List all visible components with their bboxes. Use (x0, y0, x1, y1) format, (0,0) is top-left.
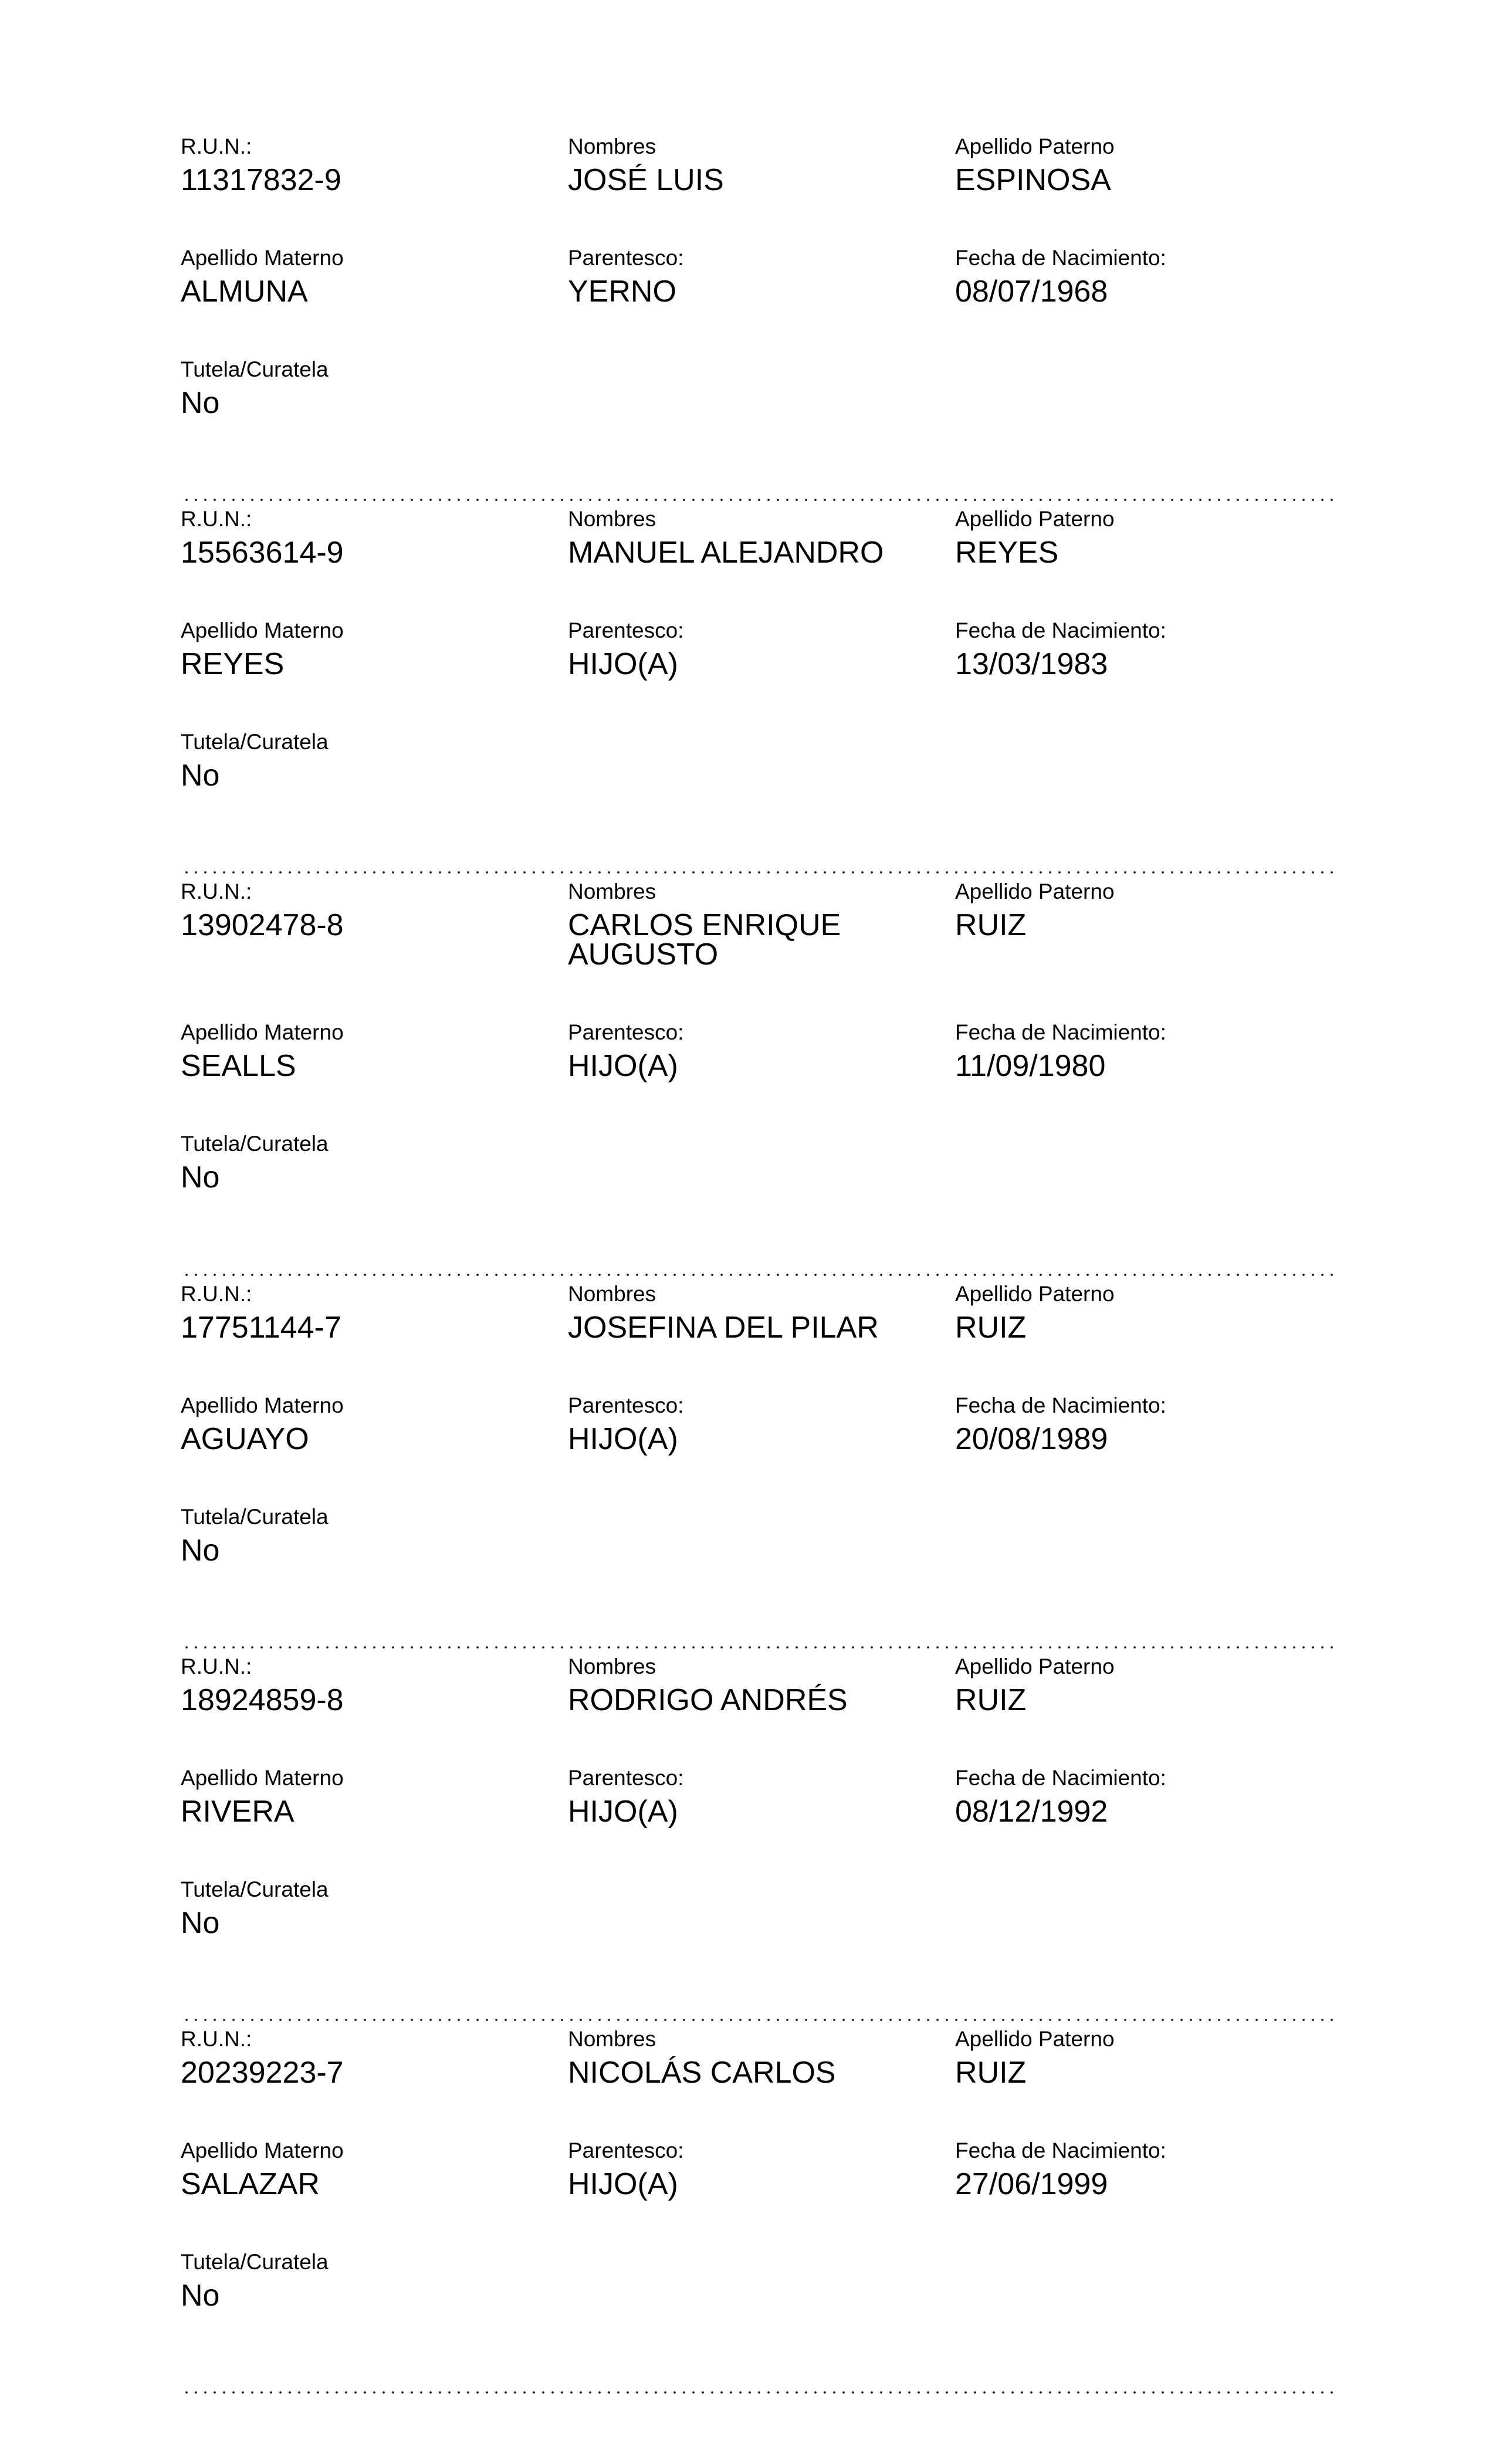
dotted-separator (182, 1273, 1333, 1277)
parentesco-field (568, 2138, 943, 2199)
nombres-field (568, 1654, 943, 1715)
apellido-materno-field (181, 2138, 556, 2199)
run-field (181, 506, 556, 570)
record-row (181, 1765, 1333, 1853)
record-row (181, 245, 1333, 333)
apellido-materno-label: Apellido Materno (181, 1393, 344, 1417)
apellido-materno-field (181, 1020, 556, 1081)
run-field (181, 1654, 556, 1715)
parentesco-field (568, 245, 943, 309)
apellido-materno-value: AGUAYO (181, 1422, 309, 1456)
run-label: R.U.N.: (181, 134, 252, 158)
tutela-value: No (181, 1534, 220, 1568)
apellido-paterno-label: Apellido Paterno (955, 507, 1115, 531)
nombres-label: Nombres (568, 134, 656, 158)
nombres-field (568, 1281, 943, 1345)
run-label: R.U.N.: (181, 1282, 252, 1306)
nombres-label: Nombres (568, 2027, 656, 2051)
nombres-field (568, 134, 943, 195)
tutela-field (181, 1877, 556, 1938)
tutela-label: Tutela/Curatela (181, 2250, 329, 2274)
run-value: 17751144-7 (181, 1311, 341, 1345)
fecha-nacimiento-value: 08/12/1992 (955, 1795, 1108, 1829)
tutela-value: No (181, 759, 220, 793)
nombres-value: RODRIGO ANDRÉS (568, 1683, 848, 1717)
nombres-label: Nombres (568, 507, 656, 531)
run-label: R.U.N.: (181, 2027, 252, 2051)
tutela-value: No (181, 1160, 220, 1194)
fecha-nacimiento-value: 20/08/1989 (955, 1422, 1108, 1456)
fecha-nacimiento-value: 13/03/1983 (955, 647, 1108, 681)
apellido-paterno-field (955, 879, 1331, 940)
fecha-nacimiento-field (955, 2138, 1331, 2199)
apellido-paterno-field (955, 506, 1331, 570)
tutela-label: Tutela/Curatela (181, 1877, 329, 1901)
record-row (181, 506, 1333, 594)
apellido-materno-value: REYES (181, 647, 285, 681)
parentesco-label: Parentesco: (568, 2138, 684, 2162)
apellido-materno-value: RIVERA (181, 1795, 295, 1829)
record-row (181, 618, 1333, 706)
apellido-paterno-label: Apellido Paterno (955, 879, 1115, 903)
nombres-value: NICOLÁS CARLOS (568, 2056, 836, 2090)
fecha-nacimiento-label: Fecha de Nacimiento: (955, 618, 1166, 642)
tutela-label: Tutela/Curatela (181, 1132, 329, 1156)
tutela-value: No (181, 386, 220, 420)
tutela-value: No (181, 2279, 220, 2313)
fecha-nacimiento-label: Fecha de Nacimiento: (955, 2138, 1166, 2162)
apellido-paterno-label: Apellido Paterno (955, 2027, 1115, 2051)
run-label: R.U.N.: (181, 1654, 252, 1678)
run-label: R.U.N.: (181, 879, 252, 903)
fecha-nacimiento-label: Fecha de Nacimiento: (955, 1393, 1166, 1417)
fecha-nacimiento-field (955, 1393, 1331, 1454)
run-field (181, 879, 556, 940)
apellido-materno-field (181, 1393, 556, 1454)
fecha-nacimiento-value: 11/09/1980 (955, 1049, 1106, 1083)
fecha-nacimiento-field (955, 1765, 1331, 1829)
fecha-nacimiento-label: Fecha de Nacimiento: (955, 246, 1166, 270)
dotted-separator (182, 1646, 1333, 1649)
run-label: R.U.N.: (181, 507, 252, 531)
nombres-field (568, 506, 943, 570)
parentesco-label: Parentesco: (568, 1766, 684, 1790)
apellido-paterno-value: RUIZ (955, 2056, 1027, 2090)
family-member-record (181, 1281, 1333, 1654)
run-value: 13902478-8 (181, 908, 344, 942)
tutela-field (181, 1131, 556, 1192)
parentesco-value: HIJO(A) (568, 1422, 678, 1456)
apellido-paterno-value: RUIZ (955, 1311, 1027, 1345)
fecha-nacimiento-value: 27/06/1999 (955, 2167, 1108, 2201)
record-row (181, 879, 1333, 972)
dotted-separator (182, 2391, 1333, 2394)
dotted-separator (182, 871, 1333, 874)
apellido-paterno-field (955, 1654, 1331, 1715)
family-member-record (181, 134, 1333, 506)
parentesco-field (568, 1765, 943, 1829)
run-field (181, 134, 556, 195)
family-member-record (181, 2026, 1333, 2399)
record-row (181, 1654, 1333, 1742)
family-member-record (181, 879, 1333, 1281)
apellido-materno-label: Apellido Materno (181, 1020, 344, 1044)
apellido-materno-value: SALAZAR (181, 2167, 320, 2201)
apellido-materno-value: SEALLS (181, 1049, 296, 1083)
record-row (181, 1131, 1333, 1219)
fecha-nacimiento-field (955, 245, 1331, 309)
tutela-label: Tutela/Curatela (181, 1505, 329, 1529)
apellido-materno-label: Apellido Materno (181, 246, 344, 270)
record-row (181, 2026, 1333, 2114)
apellido-paterno-field (955, 1281, 1331, 1345)
parentesco-label: Parentesco: (568, 1393, 684, 1417)
apellido-paterno-label: Apellido Paterno (955, 134, 1115, 158)
record-row (181, 1281, 1333, 1369)
nombres-value: CARLOS ENRIQUE AUGUSTO (568, 908, 841, 972)
parentesco-field (568, 1393, 943, 1454)
record-row (181, 1393, 1333, 1481)
dotted-separator (182, 498, 1333, 502)
nombres-value: JOSÉ LUIS (568, 163, 724, 197)
family-member-record (181, 1654, 1333, 2026)
parentesco-label: Parentesco: (568, 1020, 684, 1044)
fecha-nacimiento-field (955, 1020, 1331, 1081)
family-members-list (181, 134, 1333, 2399)
tutela-field (181, 729, 556, 793)
apellido-paterno-label: Apellido Paterno (955, 1282, 1115, 1306)
record-row (181, 2138, 1333, 2226)
record-row (181, 1504, 1333, 1592)
apellido-paterno-field (955, 134, 1331, 195)
parentesco-value: YERNO (568, 275, 676, 309)
parentesco-field (568, 618, 943, 679)
nombres-field (568, 2026, 943, 2090)
parentesco-field (568, 1020, 943, 1081)
apellido-materno-field (181, 245, 556, 309)
fecha-nacimiento-label: Fecha de Nacimiento: (955, 1766, 1166, 1790)
parentesco-label: Parentesco: (568, 618, 684, 642)
tutela-label: Tutela/Curatela (181, 357, 329, 381)
apellido-materno-value: ALMUNA (181, 275, 308, 309)
apellido-paterno-value: RUIZ (955, 908, 1027, 942)
run-field (181, 1281, 556, 1345)
apellido-paterno-value: RUIZ (955, 1683, 1027, 1717)
dotted-separator (182, 2018, 1333, 2022)
fecha-nacimiento-field (955, 618, 1331, 679)
apellido-materno-field (181, 1765, 556, 1829)
nombres-label: Nombres (568, 1282, 656, 1306)
tutela-value: No (181, 1906, 220, 1940)
parentesco-label: Parentesco: (568, 246, 684, 270)
record-row (181, 134, 1333, 222)
record-row (181, 1020, 1333, 1108)
run-value: 11317832-9 (181, 163, 341, 197)
parentesco-value: HIJO(A) (568, 2167, 678, 2201)
tutela-label: Tutela/Curatela (181, 730, 329, 754)
record-row (181, 729, 1333, 817)
tutela-field (181, 1504, 556, 1568)
family-member-record (181, 506, 1333, 879)
apellido-materno-label: Apellido Materno (181, 618, 344, 642)
tutela-field (181, 357, 556, 418)
parentesco-value: HIJO(A) (568, 647, 678, 681)
record-row (181, 2249, 1333, 2337)
run-value: 15563614-9 (181, 536, 344, 570)
apellido-paterno-label: Apellido Paterno (955, 1654, 1115, 1678)
fecha-nacimiento-value: 08/07/1968 (955, 275, 1108, 309)
record-row (181, 1877, 1333, 1965)
apellido-materno-label: Apellido Materno (181, 1766, 344, 1790)
parentesco-value: HIJO(A) (568, 1795, 678, 1829)
apellido-paterno-field (955, 2026, 1331, 2090)
nombres-field (568, 879, 943, 972)
apellido-materno-label: Apellido Materno (181, 2138, 344, 2162)
run-value: 18924859-8 (181, 1683, 344, 1717)
apellido-paterno-value: ESPINOSA (955, 163, 1111, 197)
tutela-field (181, 2249, 556, 2313)
fecha-nacimiento-label: Fecha de Nacimiento: (955, 1020, 1166, 1044)
nombres-value: MANUEL ALEJANDRO (568, 536, 884, 570)
run-field (181, 2026, 556, 2090)
apellido-paterno-value: REYES (955, 536, 1059, 570)
nombres-label: Nombres (568, 879, 656, 903)
parentesco-value: HIJO(A) (568, 1049, 678, 1083)
nombres-label: Nombres (568, 1654, 656, 1678)
record-row (181, 357, 1333, 445)
nombres-value: JOSEFINA DEL PILAR (568, 1311, 879, 1345)
run-value: 20239223-7 (181, 2056, 344, 2090)
apellido-materno-field (181, 618, 556, 679)
